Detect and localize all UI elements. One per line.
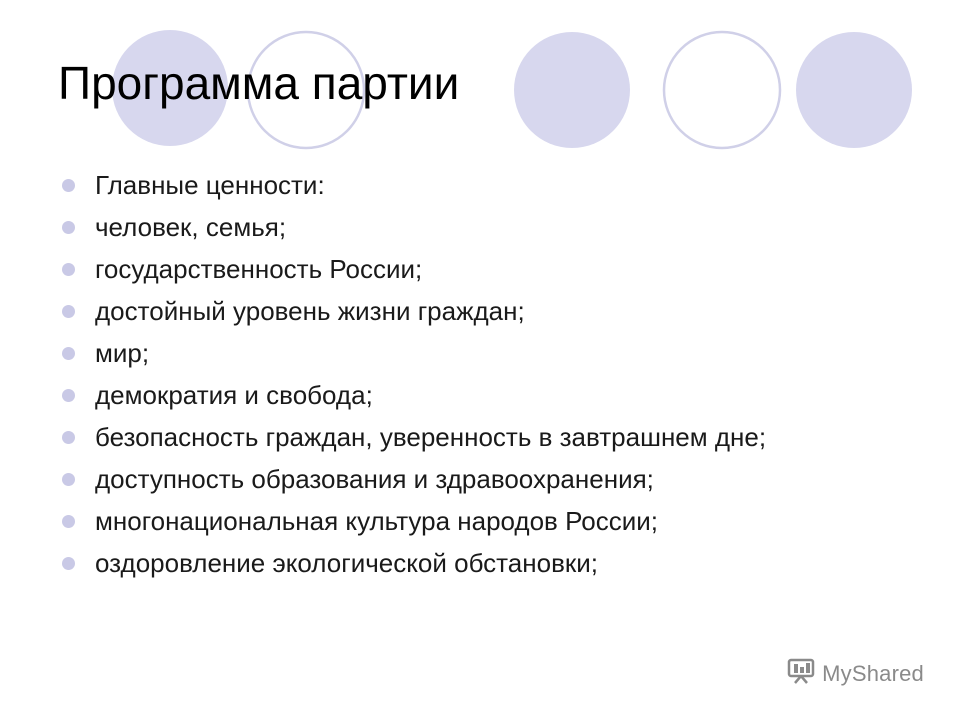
list-item-text: государственность России; — [95, 254, 423, 284]
list-item — [62, 380, 882, 410]
circle-outline-2 — [664, 32, 780, 148]
list-item-text: безопасность граждан, уверенность в завтрашнем дне; — [95, 422, 767, 452]
list-item-text: многонациональная культура народов России; — [95, 506, 659, 536]
list-item-text: человек, семья; — [95, 212, 287, 242]
bullet-icon — [62, 389, 75, 402]
bullet-icon — [62, 557, 75, 570]
bullet-icon — [62, 263, 75, 276]
bullet-icon — [62, 431, 75, 444]
watermark-text: MyShared — [822, 661, 924, 686]
slide-title: Программа партии — [58, 57, 460, 109]
list-item — [62, 296, 882, 326]
list-item — [62, 548, 882, 578]
circle-filled-3 — [796, 32, 912, 148]
list-item-text: демократия и свобода; — [95, 380, 373, 410]
list-item — [62, 506, 882, 536]
bullet-icon — [62, 473, 75, 486]
bullet-icon — [62, 179, 75, 192]
list-item — [62, 212, 882, 242]
bullet-list — [62, 170, 882, 590]
list-item — [62, 464, 882, 494]
list-item-text: оздоровление экологической обстановки; — [95, 548, 599, 578]
list-item-text: Главные ценности: — [95, 170, 325, 200]
list-item — [62, 254, 882, 284]
list-item — [62, 338, 882, 368]
list-item-text: доступность образования и здравоохранения; — [95, 464, 654, 494]
watermark — [786, 658, 924, 690]
bullet-icon — [62, 347, 75, 360]
bullet-icon — [62, 221, 75, 234]
bullet-icon — [62, 515, 75, 528]
list-item-text: мир; — [95, 338, 150, 368]
bullet-icon — [62, 305, 75, 318]
list-item-text: достойный уровень жизни граждан; — [95, 296, 525, 326]
list-item — [62, 422, 882, 452]
presentation-icon — [786, 658, 816, 690]
list-item — [62, 170, 882, 200]
circle-filled-2 — [514, 32, 630, 148]
